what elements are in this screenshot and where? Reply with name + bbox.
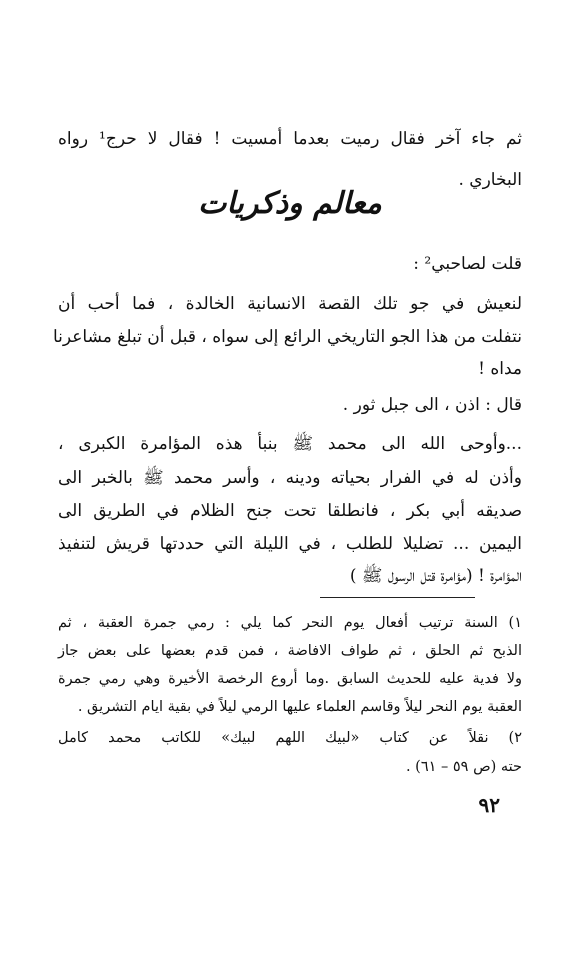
page-number: ٩٢ — [478, 793, 500, 817]
footnote1-line-1: ١) السنة ترتيب أفعال يوم النحر كما يلي : رمي جمرة العقبة ، ثم — [58, 615, 522, 631]
companion-reply: قال : اذن ، الى جبل ثور . — [342, 395, 522, 415]
para2-line-5: المؤامرة ! (مؤامرة قتل الرسول ﷺ ) — [349, 566, 522, 586]
para2-line-2: وأذن له في الفرار بحياته ودينه ، وأسر محمد ﷺ بالخبر الى — [58, 468, 522, 488]
para2-line-1: ...وأوحى الله الى محمد ﷺ بنبأ هذه المؤامرة الكبرى ، — [58, 434, 522, 454]
footnote1-line-4: العقبة يوم النحر ليلاً وقاسم العلماء عليها الرمي ليلاً في بقية ايام التشريق . — [77, 699, 522, 715]
para1-line-1: لنعيش في جو تلك القصة الانسانية الخالدة ، فما أحب أن — [58, 294, 522, 314]
intro-line-2: البخاري . — [458, 170, 522, 190]
para2-line-3: صديقه أبي بكر ، فانطلقا تحت جنح الظلام في الطريق الى — [58, 501, 522, 521]
footnote1-line-3: ولا فدية عليه للحديث السابق .وما أروع الرخصة الأخيرة وهي رمي جمرة — [58, 671, 522, 687]
footnote-divider — [320, 597, 475, 598]
footnote1-line-2: الذبح ثم الحلق ، ثم طواف الافاضة ، فمن قدم بعضها على بعض جاز — [58, 643, 522, 659]
footnote2-line-1: ٢) نقلاً عن كتاب «لبيك اللهم لبيك» للكاتب محمد كامل — [58, 730, 522, 746]
intro-line-1: ثم جاء آخر فقال رميت بعدما أمسيت ! فقال لا حرج¹ رواه — [58, 129, 522, 149]
para2-line-4: اليمين ... تضليلا للطلب ، في الليلة التي حددتها قريش لتنفيذ — [58, 534, 522, 554]
said-to-companion: قلت لصاحبي² : — [413, 254, 522, 274]
para1-line-2: نتفلت من هذا الجو التاريخي الرائع إلى سواه ، قبل أن تبلغ مشاعرنا — [52, 327, 522, 347]
section-title: معالم وذكريات — [198, 186, 382, 221]
footnote2-line-2: حته (ص ٥٩ – ٦١) . — [405, 759, 522, 775]
para1-line-3: مداه ! — [478, 359, 522, 379]
